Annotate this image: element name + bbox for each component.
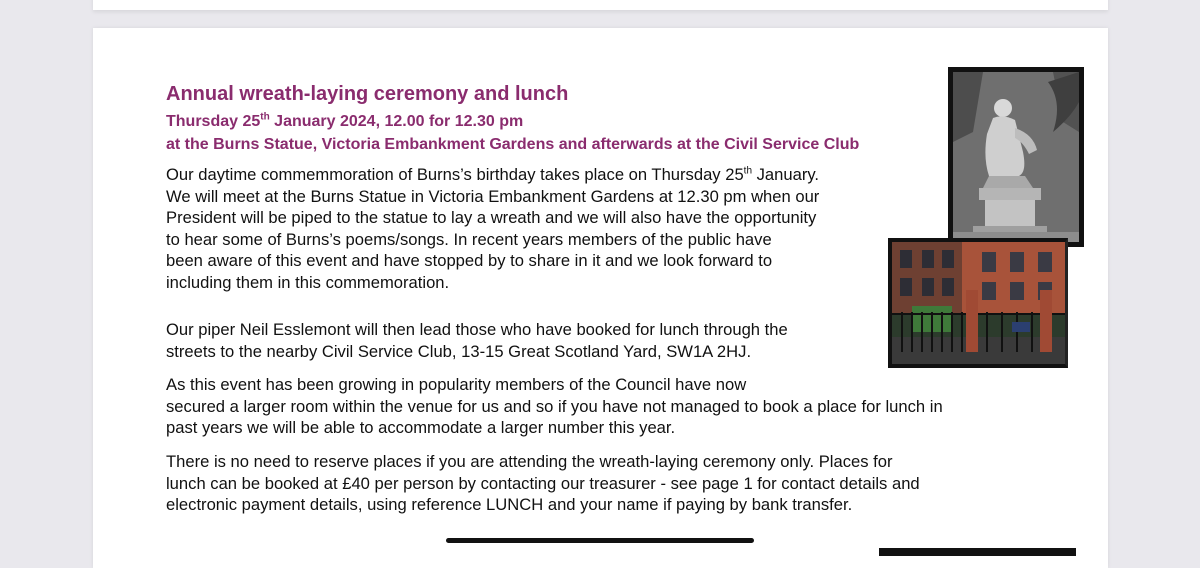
- next-page-edge: [879, 548, 1076, 556]
- text-line: Our daytime commemmoration of Burns’s birthday takes place on Thursday 25th January.: [166, 165, 820, 184]
- text-line: to hear some of Burns’s poems/songs. In recent years members of the public have: [166, 229, 772, 249]
- event-date: Thursday 25th January 2024, 12.00 for 12.30 pm: [166, 111, 524, 130]
- paragraph-booking: [166, 451, 920, 516]
- civil-service-club-photo: [888, 238, 1068, 368]
- text-line: including them in this commemoration.: [166, 272, 450, 292]
- burns-statue-photo: [948, 67, 1084, 247]
- home-indicator[interactable]: [446, 538, 754, 543]
- text-line: There is no need to reserve places if you are attending the wreath-laying ceremony only. Places for: [166, 452, 893, 471]
- text-line: secured a larger room within the venue for us and so if you have not managed to book a place for lunch in: [166, 396, 943, 416]
- text-line: streets to the nearby Civil Service Club, 13-15 Great Scotland Yard, SW1A 2HJ.: [166, 341, 752, 361]
- text-line: been aware of this event and have stopped by to share in it and we look forward to: [166, 251, 773, 270]
- text-line: As this event has been growing in popularity members of the Council have now: [166, 375, 747, 394]
- statue-illustration: [953, 72, 1079, 242]
- text-line: past years we will be able to accommodate a larger number this year.: [166, 418, 676, 437]
- event-title: Annual wreath-laying ceremony and lunch: [166, 83, 569, 105]
- previous-page-edge: [93, 0, 1108, 10]
- club-building-illustration: [892, 242, 1065, 364]
- text-line: We will meet at the Burns Statue in Victoria Embankment Gardens at 12.30 pm when our: [166, 186, 820, 206]
- text-line: lunch can be booked at £40 per person by contacting our treasurer - see page 1 for contact details and: [166, 473, 920, 493]
- text-line: Our piper Neil Esslemont will then lead those who have booked for lunch through the: [166, 320, 788, 339]
- paragraph-commemoration: [166, 164, 819, 293]
- text-line: President will be piped to the statue to lay a wreath and we will also have the opportunity: [166, 208, 817, 227]
- event-location: at the Burns Statue, Victoria Embankment Gardens and afterwards at the Civil Service Club: [166, 136, 860, 153]
- text-line: electronic payment details, using reference LUNCH and your name if paying by bank transfer.: [166, 495, 853, 514]
- paragraph-piper: [166, 319, 788, 362]
- paragraph-venue: [166, 374, 943, 439]
- document-page[interactable]: [93, 28, 1108, 568]
